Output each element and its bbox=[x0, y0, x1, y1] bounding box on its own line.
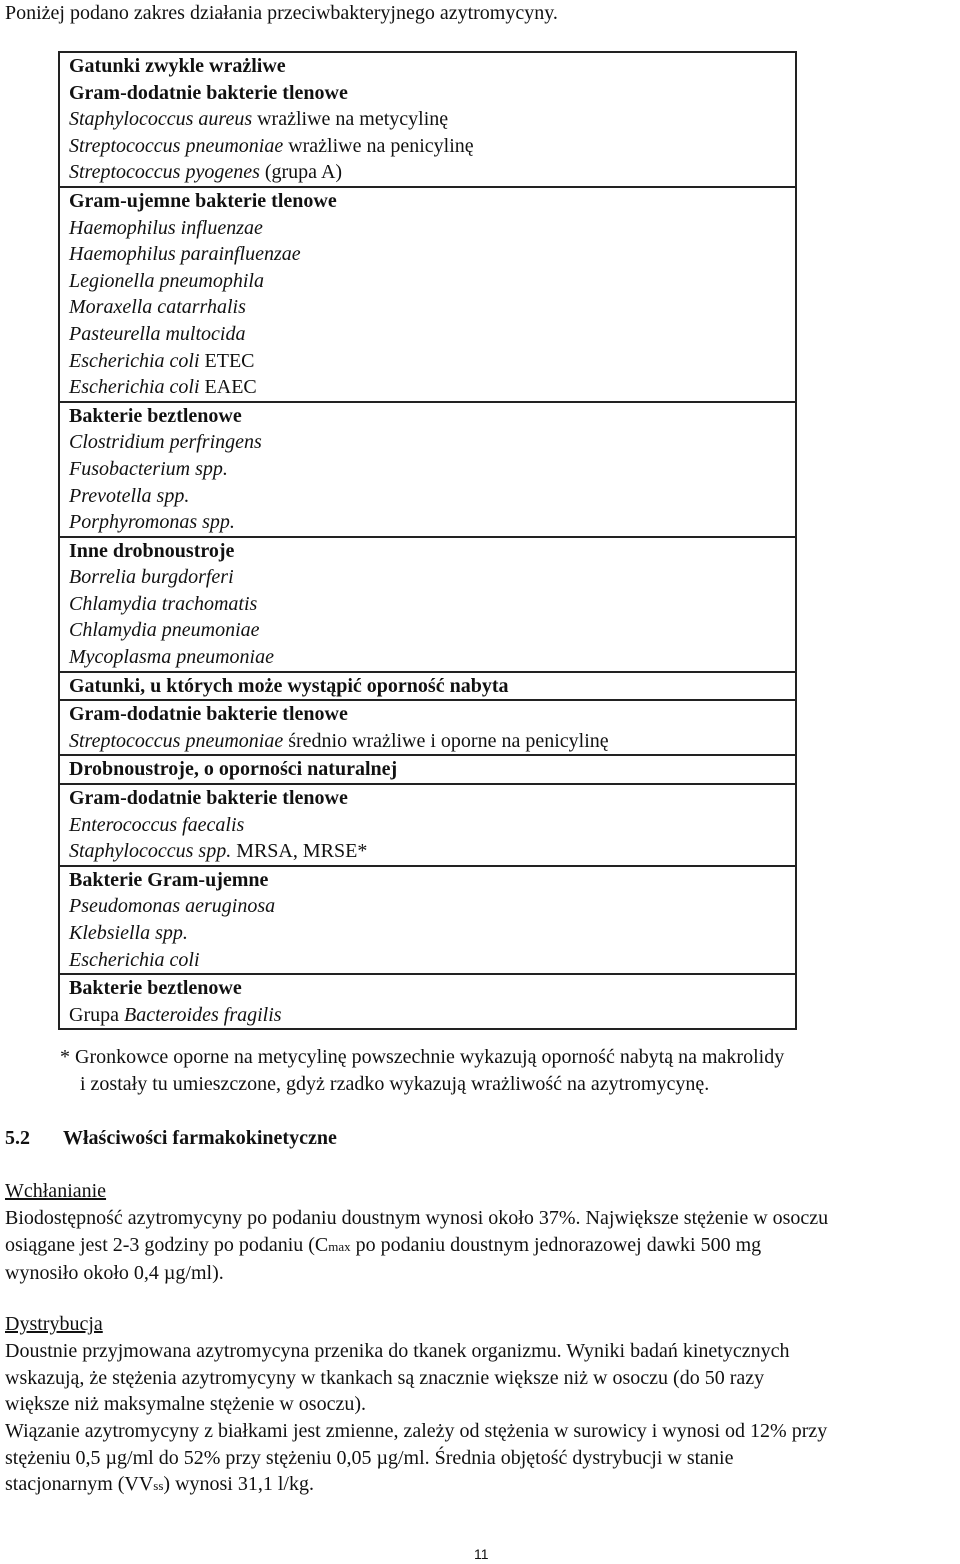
organism-line bbox=[69, 268, 795, 295]
organism-line bbox=[69, 812, 795, 839]
organism-line bbox=[69, 106, 795, 133]
organism-line bbox=[69, 893, 795, 920]
qualifier-text: średnio wrażliwe i oporne na penicylinę bbox=[283, 729, 609, 752]
table-cell bbox=[59, 784, 796, 866]
table-row bbox=[59, 700, 796, 755]
table-cell bbox=[59, 672, 796, 701]
organism-name: Chlamydia pneumoniae bbox=[69, 619, 260, 642]
footnote-line-1: * Gronkowce oporne na metycylinę powszechnie wykazują oporność nabytą na makrolidy bbox=[60, 1046, 785, 1068]
antibacterial-spectrum-table bbox=[58, 51, 797, 1030]
distribution-paragraph-2 bbox=[5, 1418, 960, 1500]
table-cell bbox=[59, 52, 796, 187]
category-heading: Gram-ujemne bakterie tlenowe bbox=[69, 189, 337, 212]
absorption-line-3: wynosiło około 0,4 µg/ml). bbox=[5, 1262, 224, 1285]
table-cell bbox=[59, 402, 796, 537]
distribution-line-3: większe niż maksymalne stężenie w osoczu). bbox=[5, 1393, 366, 1416]
absorption-line-1: Biodostępność azytromycyny po podaniu doustnym wynosi około 37%. Największe stężenie w osoczu bbox=[5, 1207, 829, 1229]
organism-name: Mycoplasma pneumoniae bbox=[69, 646, 274, 669]
organism-name: Moraxella catarrhalis bbox=[69, 296, 246, 319]
ss-subscript: ss bbox=[153, 1478, 164, 1494]
category-heading: Bakterie Gram-ujemne bbox=[69, 868, 269, 891]
organism-name: Pseudomonas aeruginosa bbox=[69, 895, 276, 918]
absorption-line-2-start: osiągane jest 2-3 godziny po podaniu (C bbox=[5, 1233, 329, 1256]
organism-name: Streptococcus pneumoniae bbox=[69, 134, 284, 157]
footnote bbox=[60, 1044, 784, 1097]
qualifier-text: Grupa bbox=[69, 1003, 124, 1026]
organism-name: Haemophilus parainfluenzae bbox=[69, 243, 301, 266]
table-body bbox=[59, 52, 796, 1029]
category-heading: Bakterie beztlenowe bbox=[69, 977, 242, 1000]
organism-line bbox=[69, 294, 795, 321]
category-heading: Gram-dodatnie bakterie tlenowe bbox=[69, 787, 348, 810]
organism-line bbox=[69, 701, 795, 728]
category-heading: Inne drobnoustroje bbox=[69, 539, 235, 562]
vss-start: stacjonarnym (VV bbox=[5, 1473, 154, 1496]
organism-line bbox=[69, 241, 795, 268]
organism-line bbox=[69, 947, 795, 974]
organism-line bbox=[69, 591, 795, 618]
page-number: 11 bbox=[474, 1546, 489, 1562]
qualifier-text: MRSA, MRSE* bbox=[231, 840, 368, 863]
category-heading: Drobnoustroje, o oporności naturalnej bbox=[69, 758, 398, 781]
table-row bbox=[59, 537, 796, 672]
distribution-line-5: stężeniu 0,5 µg/ml do 52% przy stężeniu 0,05 µg/ml. Średnia objętość dystrybucji w stanie bbox=[5, 1446, 734, 1469]
organism-line bbox=[69, 483, 795, 510]
distribution-line-1: Doustnie przyjmowana azytromycyna przenika do tkanek organizmu. Wyniki badań kinetycznych bbox=[5, 1340, 790, 1362]
organism-line bbox=[69, 348, 795, 375]
absorption-paragraph bbox=[5, 1205, 960, 1287]
organism-name: Prevotella spp. bbox=[69, 484, 190, 507]
table-cell bbox=[59, 755, 796, 784]
organism-line bbox=[69, 509, 795, 536]
organism-name: Fusobacterium spp. bbox=[69, 457, 228, 480]
section-heading bbox=[5, 1125, 337, 1152]
cmax-subscript: max bbox=[328, 1238, 351, 1254]
table-row bbox=[59, 866, 796, 974]
category-heading: Bakterie beztlenowe bbox=[69, 404, 242, 427]
section-number: 5.2 bbox=[5, 1127, 30, 1149]
organism-name: Haemophilus influenzae bbox=[69, 216, 263, 239]
organism-name: Enterococcus faecalis bbox=[69, 813, 245, 836]
table-cell bbox=[59, 866, 796, 974]
category-heading: Gram-dodatnie bakterie tlenowe bbox=[69, 81, 348, 104]
organism-name: Streptococcus pneumoniae bbox=[69, 729, 284, 752]
table-row bbox=[59, 52, 796, 187]
organism-line bbox=[69, 159, 795, 186]
category-heading: Gatunki zwykle wrażliwe bbox=[69, 55, 286, 77]
category-heading: Gatunki, u których może wystąpić oporność nabyta bbox=[69, 674, 509, 697]
table-cell bbox=[59, 974, 796, 1029]
qualifier-text: EAEC bbox=[199, 376, 257, 399]
organism-name: Legionella pneumophila bbox=[69, 269, 264, 292]
table-row bbox=[59, 672, 796, 701]
distribution-paragraph-1 bbox=[5, 1338, 960, 1418]
vss-end: ) wynosi 31,1 l/kg. bbox=[163, 1473, 314, 1496]
table-cell bbox=[59, 700, 796, 755]
organism-line bbox=[69, 756, 795, 783]
organism-name: Bacteroides fragilis bbox=[123, 1003, 282, 1026]
qualifier-text: wrażliwe na metycylinę bbox=[252, 108, 449, 131]
organism-line bbox=[69, 403, 795, 430]
organism-line bbox=[69, 644, 795, 671]
organism-name: Klebsiella spp. bbox=[69, 922, 188, 944]
section-title: Właściwości farmakokinetyczne bbox=[63, 1127, 337, 1149]
table-cell bbox=[59, 187, 796, 402]
table-row bbox=[59, 402, 796, 537]
organism-line bbox=[69, 617, 795, 644]
footnote-line-2: i zostały tu umieszczone, gdyż rzadko wykazują wrażliwość na azytromycynę. bbox=[80, 1072, 710, 1095]
organism-name: Pasteurella multocida bbox=[69, 322, 246, 345]
organism-line bbox=[69, 673, 795, 700]
qualifier-text: (grupa A) bbox=[259, 161, 343, 184]
organism-line bbox=[69, 80, 795, 107]
absorption-line-2 bbox=[5, 1232, 960, 1261]
organism-name: Porphyromonas spp. bbox=[69, 511, 235, 534]
organism-line bbox=[69, 133, 795, 160]
organism-name: Escherichia coli bbox=[69, 376, 200, 399]
distribution-line-2: wskazują, że stężenia azytromycyny w tkankach są znacznie większe niż w osoczu (do 50 razy bbox=[5, 1366, 765, 1389]
table-cell bbox=[59, 537, 796, 672]
organism-name: Staphylococcus spp. bbox=[69, 840, 232, 863]
organism-line bbox=[69, 838, 795, 865]
organism-name: Clostridium perfringens bbox=[69, 431, 262, 454]
organism-line bbox=[69, 564, 795, 591]
table-row bbox=[59, 784, 796, 866]
table-row bbox=[59, 974, 796, 1029]
organism-name: Streptococcus pyogenes bbox=[69, 161, 260, 184]
organism-line bbox=[69, 867, 795, 894]
organism-line bbox=[69, 728, 795, 755]
organism-line bbox=[69, 975, 795, 1002]
organism-line bbox=[69, 538, 795, 565]
organism-name: Borrelia burgdorferi bbox=[69, 566, 234, 589]
organism-name: Escherichia coli bbox=[69, 948, 200, 971]
organism-name: Staphylococcus aureus bbox=[69, 108, 253, 131]
organism-line bbox=[69, 215, 795, 242]
organism-line bbox=[69, 53, 795, 80]
organism-line bbox=[69, 1002, 795, 1029]
table-row bbox=[59, 187, 796, 402]
organism-line bbox=[69, 456, 795, 483]
organism-line bbox=[69, 920, 795, 947]
distribution-line-4: Wiązanie azytromycyny z białkami jest zmienne, zależy od stężenia w surowicy i wynosi od 12% przy bbox=[5, 1420, 828, 1442]
category-heading: Gram-dodatnie bakterie tlenowe bbox=[69, 703, 348, 726]
organism-name: Escherichia coli bbox=[69, 349, 200, 372]
absorption-heading: Wchłanianie bbox=[5, 1180, 107, 1202]
distribution-line-6 bbox=[5, 1471, 960, 1500]
qualifier-text: wrażliwe na penicylinę bbox=[283, 134, 474, 157]
absorption-line-2-end: po podaniu doustnym jednorazowej dawki 500 mg bbox=[350, 1233, 762, 1256]
organism-line bbox=[69, 785, 795, 812]
intro-text: Poniżej podano zakres działania przeciwbakteryjnego azytromycyny. bbox=[5, 2, 558, 24]
organism-line bbox=[69, 321, 795, 348]
table-row bbox=[59, 755, 796, 784]
organism-line bbox=[69, 188, 795, 215]
distribution-heading: Dystrybucja bbox=[5, 1313, 103, 1335]
organism-line bbox=[69, 429, 795, 456]
organism-name: Chlamydia trachomatis bbox=[69, 592, 258, 615]
organism-line bbox=[69, 374, 795, 401]
qualifier-text: ETEC bbox=[199, 349, 255, 372]
